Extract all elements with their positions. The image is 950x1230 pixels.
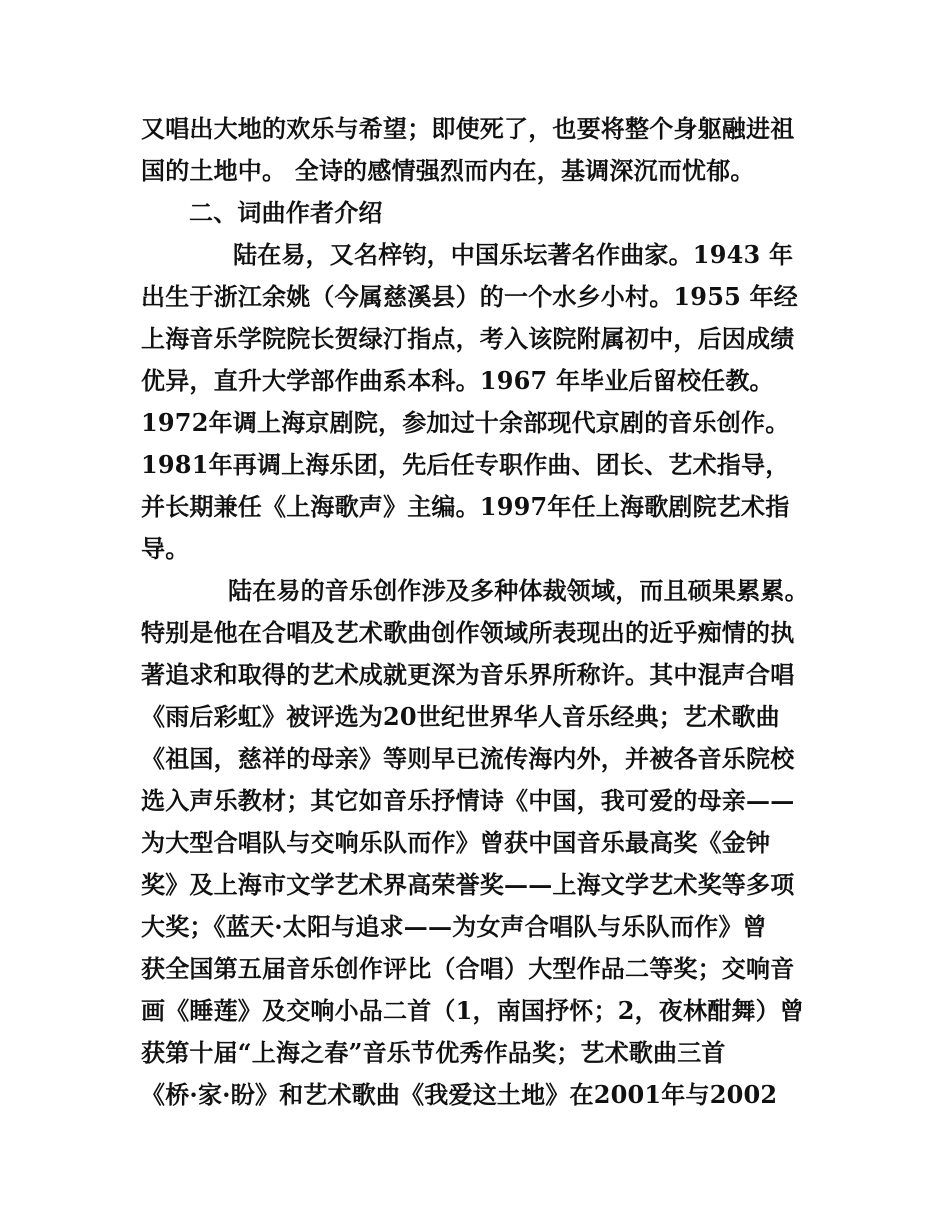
text-line: 著追求和取得的艺术成就更深为音乐界所称许。其中混声合唱: [141, 660, 795, 689]
text-line: 上海音乐学院院长贺绿汀指点，考入该院附属初中，后因成绩: [141, 324, 795, 353]
text-line: 获全国第五届音乐创作评比（合唱）大型作品二等奖；交响音: [141, 954, 795, 983]
text-line: 出生于浙江余姚（今属慈溪县）的一个水乡小村。1955 年经: [141, 282, 798, 311]
text-line: 获第十届“上海之春”音乐节优秀作品奖；艺术歌曲三首: [141, 1038, 726, 1067]
text-line: 优异，直升大学部作曲系本科。1967 年毕业后留校任教。: [141, 366, 774, 395]
text-line: 画《睡莲》及交响小品二首（1，南国抒怀；2，夜林酣舞）曾: [141, 996, 804, 1025]
text-line: 又唱出大地的欢乐与希望；即使死了，也要将整个身躯融进祖: [141, 114, 795, 143]
text-line: 1981年再调上海乐团，先后任专职作曲、团长、艺术指导，: [141, 450, 790, 479]
text-line: 国的土地中。 全诗的感情强烈而内在，基调深沉而忧郁。: [141, 156, 755, 185]
section-heading: 二、词曲作者介绍: [189, 198, 383, 227]
text-line: 选入声乐教材；其它如音乐抒情诗《中国，我可爱的母亲——: [141, 786, 795, 815]
text-line: 为大型合唱队与交响乐队而作》曾获中国音乐最高奖《金钟: [141, 828, 771, 857]
text-line: 并长期兼任《上海歌声》主编。1997年任上海歌剧院艺术指: [141, 492, 790, 521]
text-line: 导。: [141, 534, 190, 563]
text-line: 陆在易，又名梓钧，中国乐坛著名作曲家。1943 年: [233, 240, 794, 269]
text-line: 特别是他在合唱及艺术歌曲创作领域所表现出的近乎痴情的执: [141, 618, 795, 647]
text-line: 奖》及上海市文学艺术界高荣誉奖——上海文学艺术奖等多项: [141, 870, 795, 899]
text-line: 《桥·家·盼》和艺术歌曲《我爱这土地》在2001年与2002: [141, 1080, 778, 1109]
text-line: 《雨后彩虹》被评选为20世纪世界华人音乐经典；艺术歌曲: [141, 702, 780, 731]
text-line: 大奖；《蓝天·太阳与追求——为女声合唱队与乐队而作》曾: [141, 912, 767, 941]
text-line: 《祖国，慈祥的母亲》等则早已流传海内外，并被各音乐院校: [141, 744, 795, 773]
text-line: 1972年调上海京剧院，参加过十余部现代京剧的音乐创作。: [141, 408, 790, 437]
text-line: 陆在易的音乐创作涉及多种体裁领域，而且硕果累累。: [228, 576, 809, 605]
